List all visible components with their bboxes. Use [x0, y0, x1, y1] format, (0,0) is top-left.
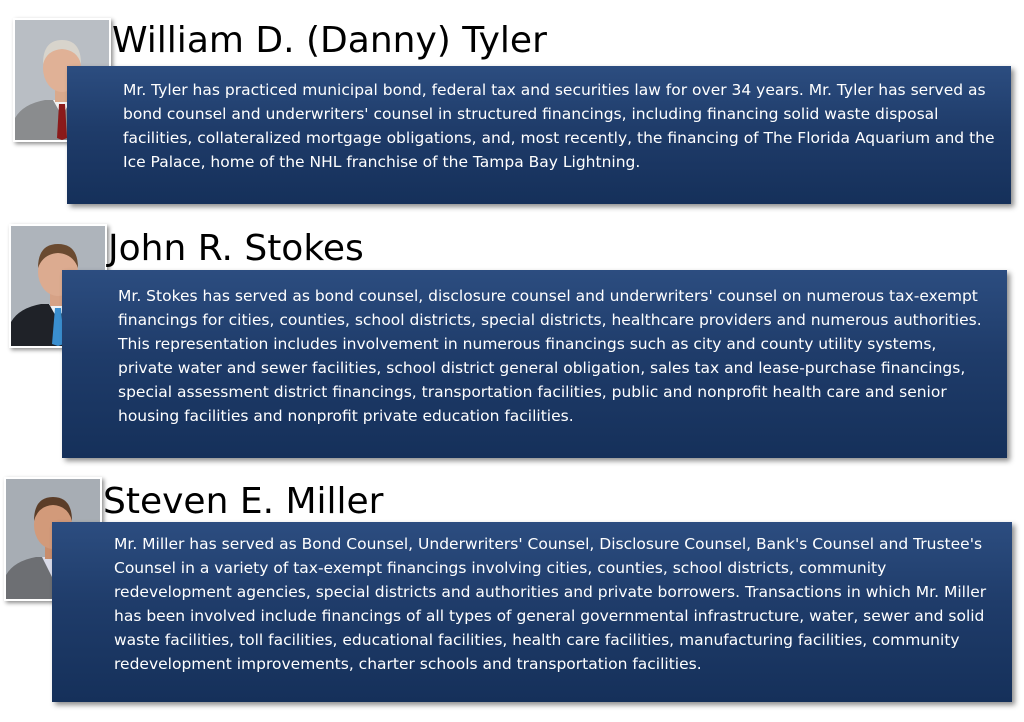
bio-panel: [52, 522, 1012, 702]
bio-text: Mr. Tyler has practiced municipal bond, federal tax and securities law for over 34 years. Mr. Tyler has served as bond counsel and underwriters' counsel in structured financings, including financing solid waste disposal facilities, collateralized mortgage obligations, and, most recently, the financing of The Florida Aquarium and the Ice Palace, home of the NHL franchise of the Tampa Bay Lightning.: [123, 81, 995, 171]
person-name: William D. (Danny) Tyler: [112, 20, 547, 61]
person-name: Steven E. Miller: [103, 481, 384, 522]
person-name: John R. Stokes: [108, 228, 364, 269]
bio-panel: [67, 66, 1011, 204]
bio-text: Mr. Stokes has served as bond counsel, disclosure counsel and underwriters' counsel on numerous tax-exempt financings for cities, counties, school districts, special districts, healthcare providers and numerous authorities. This representation includes involvement in numerous financings such as city and county utility systems, private water and sewer facilities, school district general obligation, sales tax and lease-purchase financings, special assessment district financings, transportation facilities, public and nonprofit health care and senior housing facilities and nonprofit private education facilities.: [118, 287, 982, 425]
bio-text: Mr. Miller has served as Bond Counsel, Underwriters' Counsel, Disclosure Counsel, Bank's Counsel and Trustee's Counsel in a variety of tax-exempt financings involving cities, counties, school districts, community redevelopment agencies, special districts and authorities and private borrowers. Transactions in which Mr. Miller has been involved include financings of all types of general governmental infrastructure, water, sewer and solid waste facilities, toll facilities, educational facilities, health care facilities, manufacturing facilities, community redevelopment improvements, charter schools and transportation facilities.: [114, 535, 987, 673]
bio-panel: [62, 270, 1007, 458]
